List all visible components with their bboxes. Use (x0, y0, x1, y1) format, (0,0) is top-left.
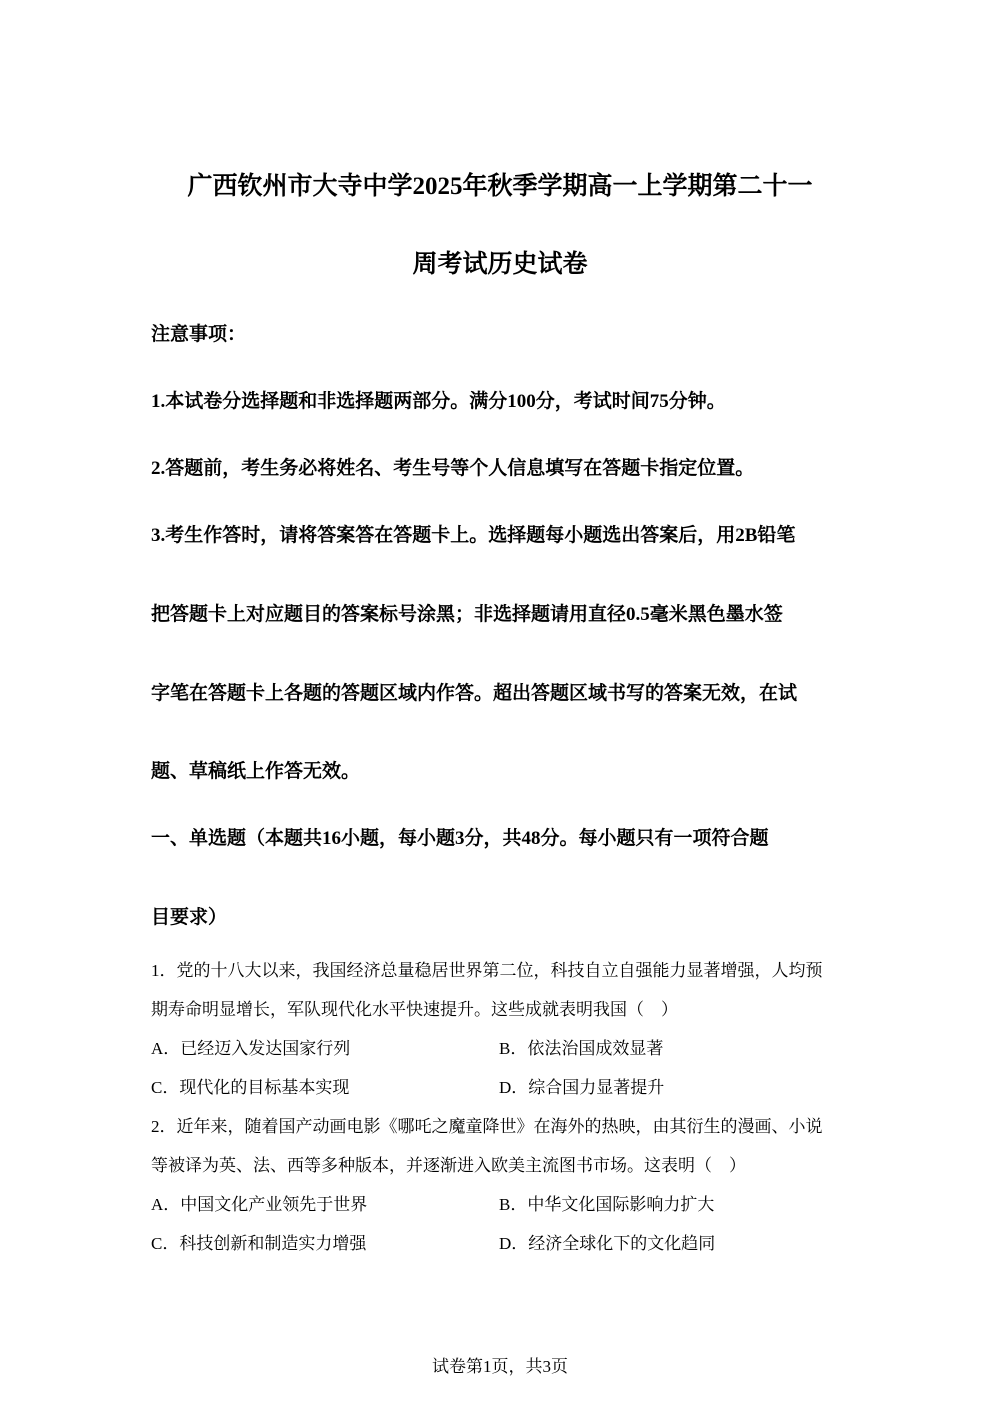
page-footer: 试卷第1页，共3页 (432, 1357, 568, 1376)
question-1-stem-line-2: 期寿命明显增长，军队现代化水平快速提升。这些成就表明我国（ ） (151, 1000, 678, 1019)
notice-item-2: 2.答题前，考生务必将姓名、考生号等个人信息填写在答题卡指定位置。 (151, 458, 755, 479)
notice-item-3-line-4: 题、草稿纸上作答无效。 (151, 761, 361, 782)
question-2-stem-line-1: 2．近年来，随着国产动画电影《哪吒之魔童降世》在海外的热映，由其衍生的漫画、小说 (151, 1117, 823, 1136)
question-2-option-a: A．中国文化产业领先于世界 (151, 1195, 368, 1214)
exam-title-line-2: 周考试历史试卷 (412, 251, 588, 278)
notice-item-1: 1.本试卷分选择题和非选择题两部分。满分100分，考试时间75分钟。 (151, 391, 726, 412)
question-1-option-b: B．依法治国成效显著 (499, 1039, 664, 1058)
question-2-stem-line-2: 等被译为英、法、西等多种版本，并逐渐进入欧美主流图书市场。这表明（ ） (151, 1156, 746, 1175)
section-heading-line-1: 一、单选题（本题共16小题，每小题3分，共48分。每小题只有一项符合题 (151, 828, 769, 849)
question-1-option-c: C．现代化的目标基本实现 (151, 1078, 350, 1097)
question-2-option-d: D．经济全球化下的文化趋同 (499, 1234, 716, 1253)
question-2-option-c: C．科技创新和制造实力增强 (151, 1234, 367, 1253)
notice-heading: 注意事项： (151, 324, 247, 345)
question-1-option-d: D．综合国力显著提升 (499, 1078, 665, 1097)
section-heading-line-2: 目要求） (151, 907, 228, 928)
notice-item-3-line-2: 把答题卡上对应题目的答案标号涂黑；非选择题请用直径0.5毫米黑色墨水签 (151, 604, 783, 625)
question-1-option-a: A．已经迈入发达国家行列 (151, 1039, 351, 1058)
notice-item-3-line-3: 字笔在答题卡上各题的答题区域内作答。超出答题区域书写的答案无效，在试 (151, 683, 798, 704)
notice-item-3-line-1: 3.考生作答时，请将答案答在答题卡上。选择题每小题选出答案后，用2B铅笔 (151, 525, 796, 546)
exam-title-line-1: 广西钦州市大寺中学2025年秋季学期高一上学期第二十一 (187, 173, 813, 200)
question-2-option-b: B．中华文化国际影响力扩大 (499, 1195, 715, 1214)
question-1-stem-line-1: 1．党的十八大以来，我国经济总量稳居世界第二位，科技自立自强能力显著增强，人均预 (151, 961, 823, 980)
